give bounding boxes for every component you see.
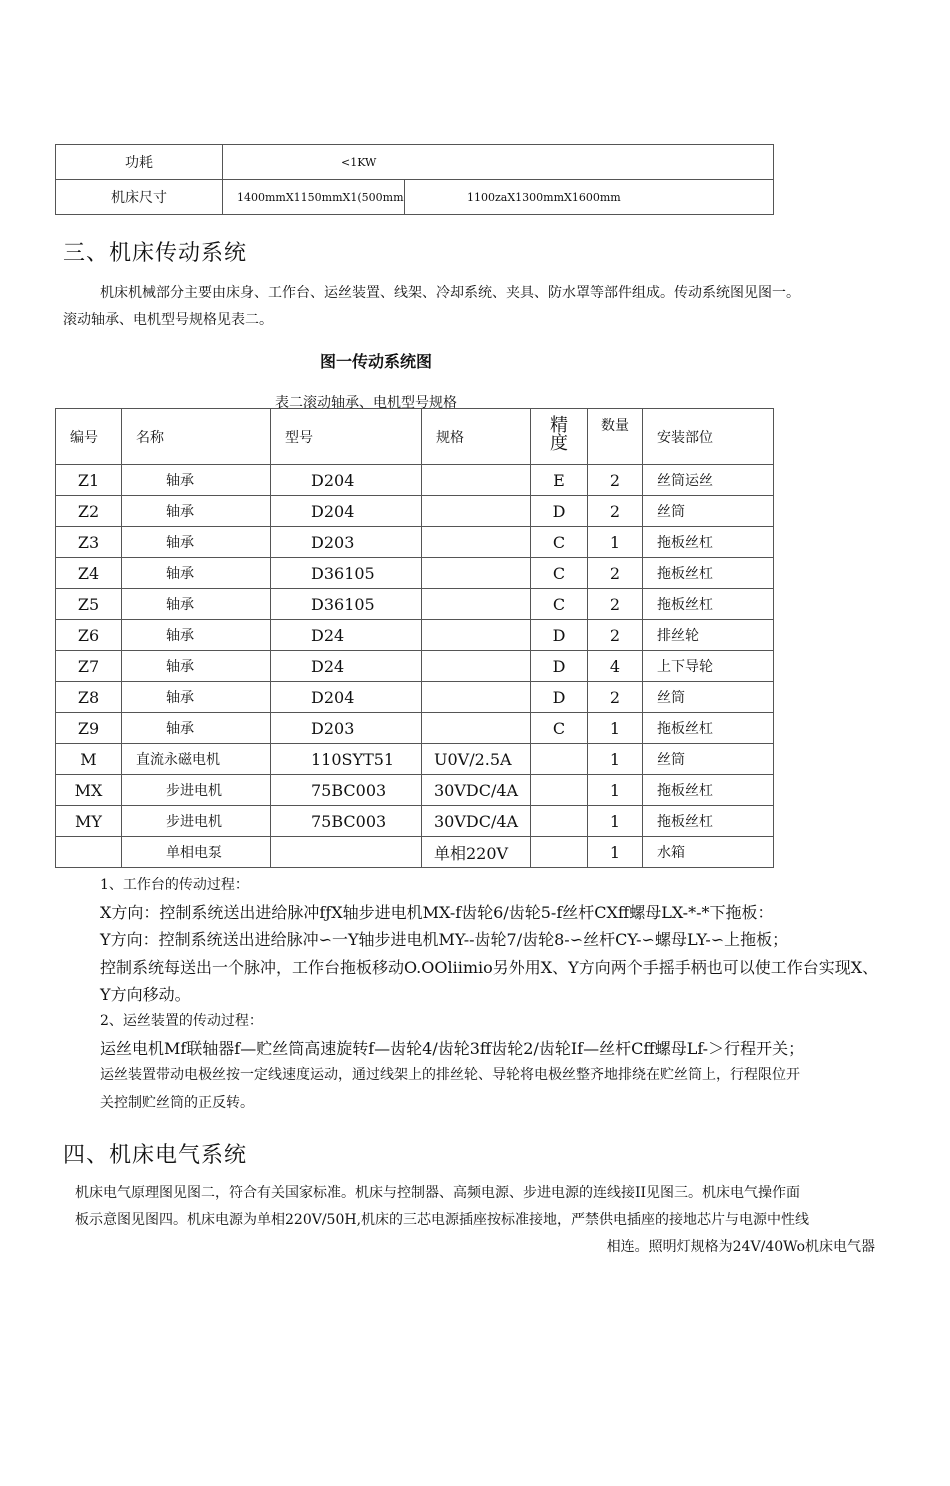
cell-qty: 1 <box>588 744 643 775</box>
cell-name: 轴承 <box>122 496 271 527</box>
cell-qty: 2 <box>588 589 643 620</box>
cell-name: 轴承 <box>122 713 271 744</box>
cell-code: MY <box>56 806 122 837</box>
cell-name: 轴承 <box>122 651 271 682</box>
cell-code: Z6 <box>56 620 122 651</box>
header-cell: 编号 <box>56 409 122 465</box>
cell-model: D24 <box>271 620 422 651</box>
electrical-text <box>75 1180 875 1261</box>
table-row <box>56 465 774 496</box>
cell-location: 丝筒 <box>643 682 774 713</box>
cell-precision <box>531 837 588 868</box>
text-line: Y方向：控制系统送出进给脉冲∽一Y轴步进电机MY--齿轮7/齿轮8-∽丝杆CY-∽螺母LY-∽上拖板； <box>100 930 789 950</box>
text-line: 运丝装置带动电极丝按一定线速度运动，通过线架上的排丝轮、导轮将电极丝整齐地排绕在贮丝筒上，行程限位开 <box>100 1067 800 1084</box>
cell-code <box>56 837 122 868</box>
header-cell <box>531 409 588 465</box>
cell-spec <box>422 558 531 589</box>
spec-value: <1KW <box>223 145 774 180</box>
cell-spec <box>422 682 531 713</box>
cell-qty: 2 <box>588 682 643 713</box>
cell-precision <box>531 775 588 806</box>
cell-model: 75BC003 <box>271 806 422 837</box>
table-header-row <box>56 409 774 465</box>
section-title-transmission: 三、机床传动系统 <box>63 241 248 266</box>
cell-precision: D <box>531 682 588 713</box>
cell-model: D36105 <box>271 558 422 589</box>
cell-code: Z1 <box>56 465 122 496</box>
cell-spec <box>422 496 531 527</box>
text-line: 相连。照明灯规格为24V/40Wo机床电气器 <box>606 1239 875 1255</box>
cell-location: 拖板丝杠 <box>643 775 774 806</box>
cell-location: 水箱 <box>643 837 774 868</box>
cell-location: 上下导轮 <box>643 651 774 682</box>
intro-line-2: 滚动轴承、电机型号规格见表二。 <box>63 312 273 328</box>
cell-precision: C <box>531 558 588 589</box>
text-line: 2、运丝装置的传动过程： <box>100 1013 263 1030</box>
cell-spec <box>422 527 531 558</box>
cell-model: D204 <box>271 682 422 713</box>
cell-code: M <box>56 744 122 775</box>
cell-spec <box>422 651 531 682</box>
cell-code: Z2 <box>56 496 122 527</box>
cell-name: 步进电机 <box>122 806 271 837</box>
table-row <box>56 589 774 620</box>
cell-qty: 1 <box>588 713 643 744</box>
table-row <box>56 837 774 868</box>
table-row <box>56 806 774 837</box>
cell-code: Z9 <box>56 713 122 744</box>
spec-row-power <box>56 145 774 180</box>
cell-precision: D <box>531 651 588 682</box>
cell-location: 拖板丝杠 <box>643 527 774 558</box>
text-line: 运丝电机Mf联轴器f—贮丝筒高速旋转f—齿轮4/齿轮3ff齿轮2/齿轮If—丝杆Cff螺母Lf-＞行程开关； <box>100 1039 805 1059</box>
table-row <box>56 558 774 589</box>
cell-name: 单相电泵 <box>122 837 271 868</box>
text-line: 机床电气原理图见图二，符合有关国家标准。机床与控制器、高频电源、步进电源的连线接II见图三。机床电气操作面 <box>75 1185 801 1201</box>
cell-location: 拖板丝杠 <box>643 713 774 744</box>
cell-code: Z5 <box>56 589 122 620</box>
table-row <box>56 496 774 527</box>
spec-table <box>55 144 774 215</box>
section-title-electrical: 四、机床电气系统 <box>63 1143 248 1168</box>
cell-precision: C <box>531 589 588 620</box>
cell-precision: E <box>531 465 588 496</box>
cell-name: 步进电机 <box>122 775 271 806</box>
cell-name: 轴承 <box>122 589 271 620</box>
cell-location: 拖板丝杠 <box>643 558 774 589</box>
cell-name: 轴承 <box>122 682 271 713</box>
cell-name: 直流永磁电机 <box>122 744 271 775</box>
cell-code: Z8 <box>56 682 122 713</box>
cell-location: 拖板丝杠 <box>643 806 774 837</box>
table-row <box>56 744 774 775</box>
header-cell: 名称 <box>122 409 271 465</box>
header-cell: 规格 <box>422 409 531 465</box>
cell-spec: U0V/2.5A <box>422 744 531 775</box>
header-precision: 精度 <box>550 414 568 454</box>
cell-location: 丝筒运丝 <box>643 465 774 496</box>
header-cell: 型号 <box>271 409 422 465</box>
transmission-text <box>100 872 900 1117</box>
cell-model: 75BC003 <box>271 775 422 806</box>
table-row <box>56 527 774 558</box>
text-line: Y方向移动。 <box>100 984 191 1004</box>
cell-precision: C <box>531 527 588 558</box>
cell-model: D203 <box>271 713 422 744</box>
cell-code: Z3 <box>56 527 122 558</box>
cell-location: 丝筒 <box>643 496 774 527</box>
cell-qty: 1 <box>588 775 643 806</box>
cell-model: D204 <box>271 496 422 527</box>
cell-spec <box>422 620 531 651</box>
cell-model: D24 <box>271 651 422 682</box>
cell-location: 丝筒 <box>643 744 774 775</box>
spec-value: 1100zaX1300mmX1600mm <box>405 180 774 215</box>
intro-line-1: 机床机械部分主要由床身、工作台、运丝装置、线架、冷却系统、夹具、防水罩等部件组成。传动系统图见图一。 <box>100 285 800 301</box>
cell-model: D204 <box>271 465 422 496</box>
cell-spec: 30VDC/4A <box>422 775 531 806</box>
cell-spec: 30VDC/4A <box>422 806 531 837</box>
cell-name: 轴承 <box>122 465 271 496</box>
table-row <box>56 713 774 744</box>
spec-value: 1400mmX1150mmX1(500mm <box>223 180 405 215</box>
text-line: 板示意图见图四。机床电源为单相220V/50H,机床的三芯电源插座按标准接地，严禁供电插座的接地芯片与电源中性线 <box>75 1212 810 1228</box>
cell-location: 排丝轮 <box>643 620 774 651</box>
cell-model: D203 <box>271 527 422 558</box>
text-line: 1、工作台的传动过程： <box>100 877 249 893</box>
spec-label: 机床尺寸 <box>56 180 223 215</box>
spec-row-size <box>56 180 774 215</box>
table-row <box>56 682 774 713</box>
table-row <box>56 775 774 806</box>
cell-precision: D <box>531 620 588 651</box>
cell-precision <box>531 744 588 775</box>
cell-precision: C <box>531 713 588 744</box>
cell-spec <box>422 589 531 620</box>
cell-qty: 2 <box>588 496 643 527</box>
cell-spec: 单相220V <box>422 837 531 868</box>
text-line: 关控制贮丝筒的正反转。 <box>100 1094 254 1111</box>
text-line: X方向：控制系统送出进给脉冲fƒX轴步进电机MX-f齿轮6/齿轮5-f丝杆CXff螺母LX-*-*下拖板： <box>100 903 774 923</box>
cell-qty: 2 <box>588 620 643 651</box>
cell-qty: 2 <box>588 465 643 496</box>
bearing-motor-table <box>55 408 774 868</box>
text-line: 控制系统每送出一个脉冲，工作台拖板移动O.OOliimio另外用X、Y方向两个手摇手柄也可以使工作台实现X、 <box>100 957 879 977</box>
table-caption: 表二滚动轴承、电机型号规格 <box>275 395 457 411</box>
figure-caption: 图一传动系统图 <box>320 352 433 371</box>
cell-qty: 1 <box>588 527 643 558</box>
table-row <box>56 620 774 651</box>
spec-label: 功耗 <box>56 145 223 180</box>
cell-qty: 1 <box>588 837 643 868</box>
cell-code: Z4 <box>56 558 122 589</box>
cell-name: 轴承 <box>122 527 271 558</box>
cell-code: MX <box>56 775 122 806</box>
cell-precision: D <box>531 496 588 527</box>
cell-spec <box>422 713 531 744</box>
cell-qty: 1 <box>588 806 643 837</box>
cell-model: D36105 <box>271 589 422 620</box>
cell-name: 轴承 <box>122 558 271 589</box>
header-cell: 安装部位 <box>643 409 774 465</box>
table-row <box>56 651 774 682</box>
cell-model <box>271 837 422 868</box>
cell-qty: 4 <box>588 651 643 682</box>
cell-code: Z7 <box>56 651 122 682</box>
cell-name: 轴承 <box>122 620 271 651</box>
cell-model: 110SYT51 <box>271 744 422 775</box>
cell-precision <box>531 806 588 837</box>
cell-qty: 2 <box>588 558 643 589</box>
cell-spec <box>422 465 531 496</box>
header-cell: 数量 <box>588 409 643 465</box>
cell-location: 拖板丝杠 <box>643 589 774 620</box>
